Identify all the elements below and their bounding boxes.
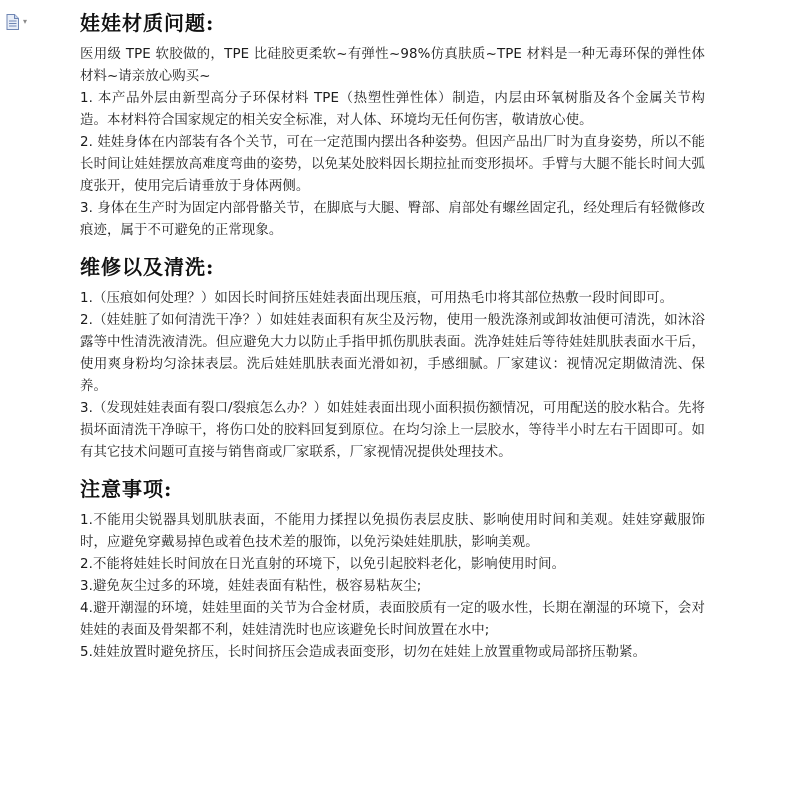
section-title-repair-cleaning: 维修以及清洗: [80,255,215,279]
paragraph: 4.避开潮湿的环境，娃娃里面的关节为合金材质，表面胶质有一定的吸水性，长期在潮湿的环境下，会对娃娃的表面及骨架都不利，娃娃清洗时也应该避免长时间放置在水中; [80,601,705,638]
paragraph: 3.（发现娃娃表面有裂口/裂痕怎么办？）如娃娃表面出现小面积损伤额情况，可用配送的胶水粘合。先将损坏面清洗干净晾干，将伤口处的胶料回复到原位。在均匀涂上一层胶水，等待半小时左右干固即可。如有其它技术问题可直接与销售商或厂家联系，厂家视情况提供处理技术。 [80,401,705,460]
section-title-notes: 注意事项: [80,477,173,501]
paragraph: 1.不能用尖锐器具划肌肤表面，不能用力揉捏以免损伤表层皮肤、影响使用时间和美观。娃娃穿戴服饰时，应避免穿戴易掉色或着色技术差的服饰，以免污染娃娃肌肤，影响美观。 [80,513,705,550]
paragraph: 1. 本产品外层由新型高分子环保材料 TPE（热塑性弹性体）制造，内层由环氧树脂及各个金属关节构造。本材料符合国家规定的相关安全标准，对人体、环境均无任何伤害，敬请放心使。 [80,91,705,128]
paragraph: 1.（压痕如何处理？）如因长时间挤压娃娃表面出现压痕，可用热毛巾将其部位热敷一段时间即可。 [80,291,674,306]
paragraph: 3. 身体在生产时为固定内部骨骼关节，在脚底与大腿、臀部、肩部处有螺丝固定孔，经处理后有轻微修改痕迹，属于不可避免的正常现象。 [80,201,705,238]
section-body-notes [80,510,705,664]
section-title-material: 娃娃材质问题: [80,11,215,35]
paragraph: 2. 娃娃身体在内部装有各个关节，可在一定范围内摆出各种姿势。但因产品出厂时为直身姿势，所以不能长时间让娃娃摆放高难度弯曲的姿势，以免某处胶料因长期拉扯而变形损坏。手臂与大腿不能长时间大弧度张开，使用完后请垂放于身体两侧。 [80,135,705,194]
chevron-down-icon[interactable]: ▾ [23,17,28,26]
paragraph: 3.避免灰尘过多的环境，娃娃表面有粘性，极容易粘灰尘; [80,579,422,594]
paragraph: 医用级 TPE 软胶做的，TPE 比硅胶更柔软~有弹性~98%仿真肤质~TPE 材料是一种无毒环保的弹性体材料~请亲放心购买~ [80,47,705,84]
document-icon[interactable] [6,14,19,30]
document-page [80,8,705,664]
document-gutter [6,14,27,30]
paragraph: 5.娃娃放置时避免挤压，长时间挤压会造成表面变形，切勿在娃娃上放置重物或局部挤压勒紧。 [80,645,647,660]
paragraph: 2.不能将娃娃长时间放在日光直射的环境下，以免引起胶料老化，影响使用时间。 [80,557,566,572]
section-body-material [80,44,705,242]
section-body-repair-cleaning [80,288,705,464]
paragraph: 2.（娃娃脏了如何清洗干净？）如娃娃表面积有灰尘及污物，使用一般洗涤剂或卸妆油便可清洗，如沐浴露等中性清洗液清洗。但应避免大力以防止手指甲抓伤肌肤表面。洗净娃娃后等待娃娃肌肤表面水干后，使用爽身粉均匀涂抹表层。洗后娃娃肌肤表面光滑如初，手感细腻。厂家建议：视情况定期做清洗、保养。 [80,313,705,394]
